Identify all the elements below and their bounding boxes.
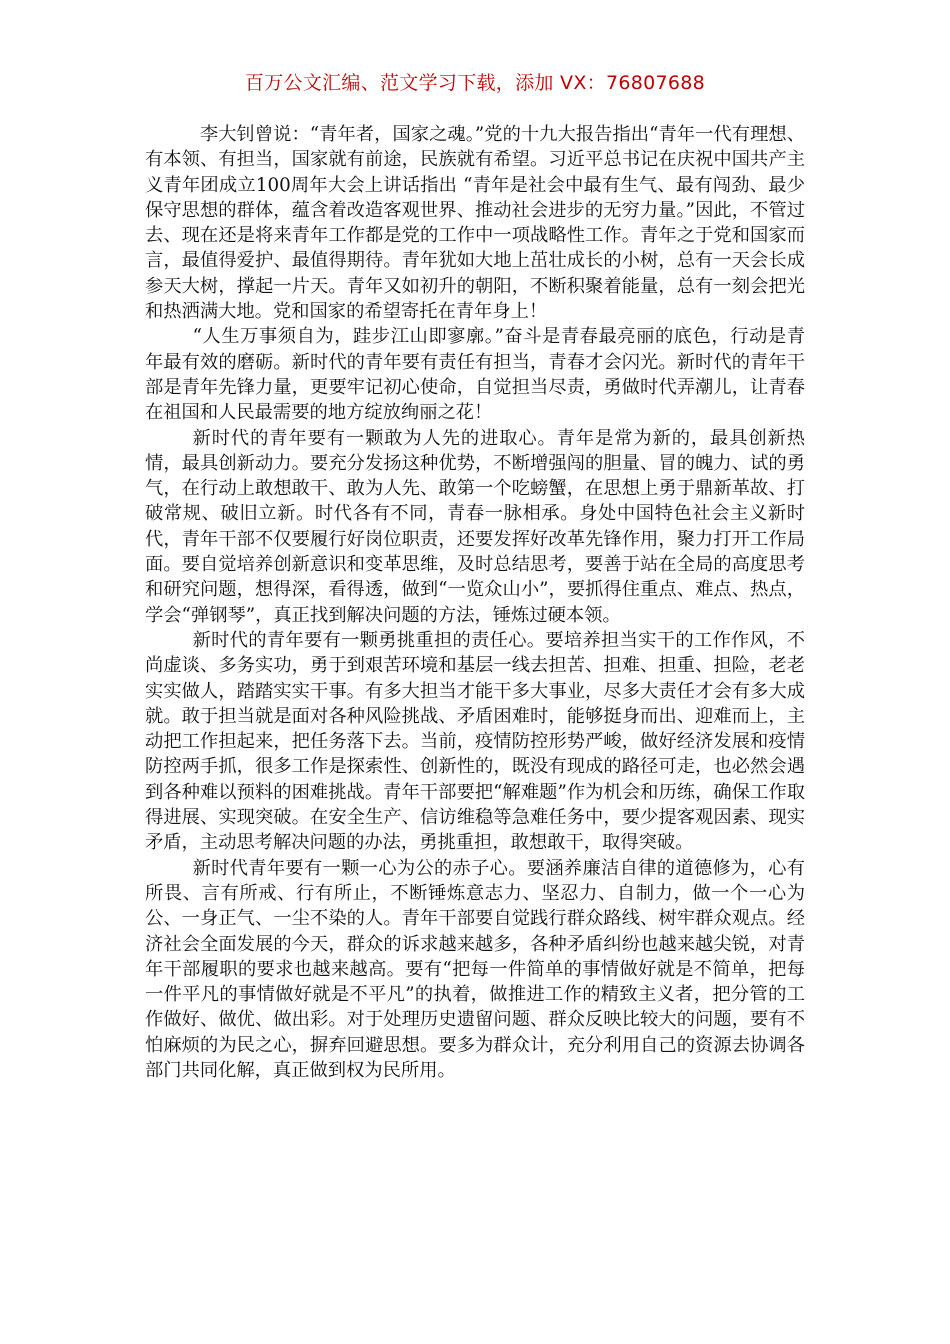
document-body [145, 122, 805, 1083]
paragraph-3: 新时代的青年要有一颗敢为人先的进取心。青年是常为新的，最具创新热情，最具创新动力。要充分发扬这种优势，不断增强闯的胆量、冒的魄力、试的勇气，在行动上敢想敢干、敢为人先、敢第一个吃螃蟹，在思想上勇于鼎新革故、打破常规、破旧立新。时代各有不同，青春一脉相承。身处中国特色社会主义新时代，青年干部不仅要履行好岗位职责，还要发挥好改革先锋作用，聚力打开工作局面。要自觉培养创新意识和变革思维，及时总结思考，要善于站在全局的高度思考和研究问题，想得深，看得透，做到“一览众山小”，要抓得住重点、难点、热点，学会“弹钢琴”，真正找到解决问题的方法，锤炼过硬本领。 [145, 427, 805, 626]
paragraph-5: 新时代青年要有一颗一心为公的赤子心。要涵养廉洁自律的道德修为，心有所畏、言有所戒、行有所止，不断锤炼意志力、坚忍力、自制力，做一个一心为公、一身正气、一尘不染的人。青年干部要自觉践行群众路线、树牢群众观点。经济社会全面发展的今天，群众的诉求越来越多，各种矛盾纠纷也越来越尖锐，对青年干部履职的要求也越来越高。要有“把每一件简单的事情做好就是不简单，把每一件平凡的事情做好就是不平凡”的执着，做推进工作的精致主义者，把分管的工作做好、做优、做出彩。对于处理历史遗留问题、群众反映比较大的问题，要有不怕麻烦的为民之心，摒弃回避思想。要多为群众计，充分利用自己的资源去协调各部门共同化解，真正做到权为民所用。 [145, 857, 805, 1081]
paragraph-1: 李大钊曾说：“青年者，国家之魂。”党的十九大报告指出“青年一代有理想、有本领、有担当，国家就有前途，民族就有希望。习近平总书记在庆祝中国共产主义青年团成立100周年大会上讲话指出 “青年是社会中最有生气、最有闯劲、最少保守思想的群体，蕴含着改造客观世界、推动社会进步的无穷力量。”因此，不管过去、现在还是将来青年工作都是党的工作中一项战略性工作。青年之于党和国家而言，最值得爱护、最值得期待。青年犹如大地上茁壮成长的小树，总有一天会长成参天大树，撑起一片天。青年又如初升的朝阳，不断积聚着能量，总有一刻会把光和热洒满大地。党和国家的希望寄托在青年身上！ [145, 124, 805, 323]
promo-header: 百万公文汇编、范文学习下载，添加 VX：76807688 [244, 72, 706, 94]
paragraph-2: “人生万事须自为，跬步江山即寥廓。”奋斗是青春最亮丽的底色，行动是青年最有效的磨砺。新时代的青年要有责任有担当，青春才会闪光。新时代的青年干部是青年先锋力量，更要牢记初心使命，自觉担当尽责，勇做时代弄潮儿，让青春在祖国和人民最需要的地方绽放绚丽之花！ [145, 326, 805, 424]
paragraph-4: 新时代的青年要有一颗勇挑重担的责任心。要培养担当实干的工作作风，不尚虚谈、多务实功，勇于到艰苦环境和基层一线去担苦、担难、担重、担险，老老实实做人，踏踏实实干事。有多大担当才能干多大事业，尽多大责任才会有多大成就。敢于担当就是面对各种风险挑战、矛盾困难时，能够挺身而出、迎难而上，主动把工作担起来，把任务落下去。当前，疫情防控形势严峻，做好经济发展和疫情防控两手抓，很多工作是探索性、创新性的，既没有现成的路径可走，也必然会遇到各种难以预料的困难挑战。青年干部要把“解难题”作为机会和历练，确保工作取得进展、实现突破。在安全生产、信访维稳等急难任务中，要少提客观因素、现实矛盾，主动思考解决问题的办法，勇挑重担，敢想敢干，取得突破。 [145, 629, 805, 854]
